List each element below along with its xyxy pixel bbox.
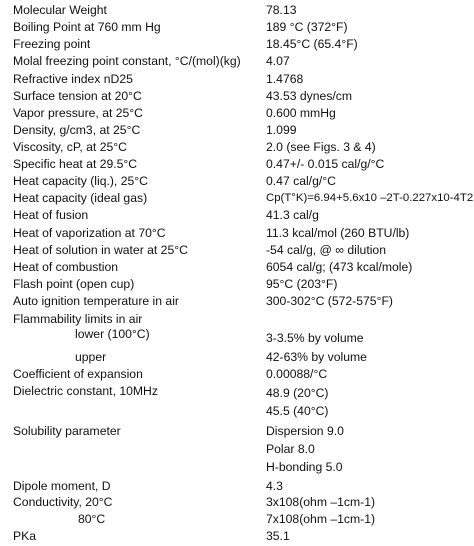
property-value: 35.1 [266,529,290,543]
property-value: 1.4768 [266,72,304,87]
property-value: 43.53 dynes/cm [266,89,353,104]
property-name: Solubility parameter [13,424,121,439]
property-name: Refractive index nD25 [13,72,133,87]
property-value: 45.5 (40°C) [266,404,329,419]
property-value: 78.13 [266,2,297,17]
property-value: 189 °C (372°F) [266,20,348,34]
property-name: Surface tension at 20°C [13,89,142,104]
property-value: 4.3 [266,478,283,493]
property-name: Auto ignition temperature in air [13,294,179,308]
property-value: Dispersion 9.0 [266,424,344,439]
property-name: 80°C [78,511,106,526]
property-name: Freezing point [13,37,91,52]
property-value: Polar 8.0 [266,441,315,456]
property-name: Heat capacity (ideal gas) [13,191,148,206]
property-value: Cp(T°K)=6.94+5.6x10 –2T-0.227x10-4T2 [266,192,474,205]
property-value: 0.00088/°C [266,367,328,382]
property-name: Molecular Weight [13,2,107,17]
property-name: Heat of fusion [13,208,89,223]
property-value: 41.3 cal/g [266,208,319,223]
property-name: Flash point (open cup) [13,276,135,291]
property-name: lower (100°C) [75,327,150,342]
property-name: upper [75,350,107,365]
property-name: Flammability limits in air [13,312,143,327]
property-value: 0.47+/- 0.015 cal/g/°C [266,157,385,171]
property-name: Dielectric constant, 10MHz [13,384,158,399]
property-value: 48.9 (20°C) [266,386,329,401]
property-name: Heat of vaporization at 70°C [13,225,166,240]
property-name: Dipole moment, D [13,478,111,493]
property-name: Vapor pressure, at 25°C [13,105,143,120]
property-name: Heat capacity (liq.), 25°C [13,174,148,189]
property-name: Heat of solution in water at 25°C [13,242,188,257]
property-value: H-bonding 5.0 [266,459,343,474]
property-value: -54 cal/g, @ ∞ dilution [266,242,386,257]
property-value: 0.47 cal/g/°C [266,174,336,189]
property-value: 95°C (203°F) [266,276,338,291]
property-value: 6054 cal/g; (473 kcal/mole) [266,259,413,274]
property-name: Conductivity, 20°C [13,494,113,509]
property-name: Coefficient of expansion [13,367,143,382]
property-value: 300-302°C (572-575°F) [266,294,393,308]
property-value: 11.3 kcal/mol (260 BTU/lb) [266,225,410,240]
property-value: 3-3.5% by volume [266,331,364,346]
property-name: Boiling Point at 760 mm Hg [13,20,161,34]
property-name: Heat of combustion [13,259,119,274]
property-value: 4.07 [266,54,290,69]
property-value: 3x108(ohm –1cm-1) [266,494,376,509]
property-name: Density, g/cm3, at 25°C [13,122,141,137]
property-name: Molal freezing point constant, °C/(mol)(kg) [13,54,241,69]
property-value: 2.0 (see Figs. 3 & 4) [266,139,376,154]
property-value: 42-63% by volume [266,350,367,365]
property-value: 0.600 mmHg [266,105,336,120]
property-value: 7x108(ohm –1cm-1) [266,511,376,526]
property-value: 1.099 [266,122,297,137]
property-name: PKa [13,529,37,543]
property-name: Specific heat at 29.5°C [13,157,138,171]
property-name: Viscosity, cP, at 25°C [13,139,127,154]
property-value: 18.45°C (65.4°F) [266,37,358,52]
